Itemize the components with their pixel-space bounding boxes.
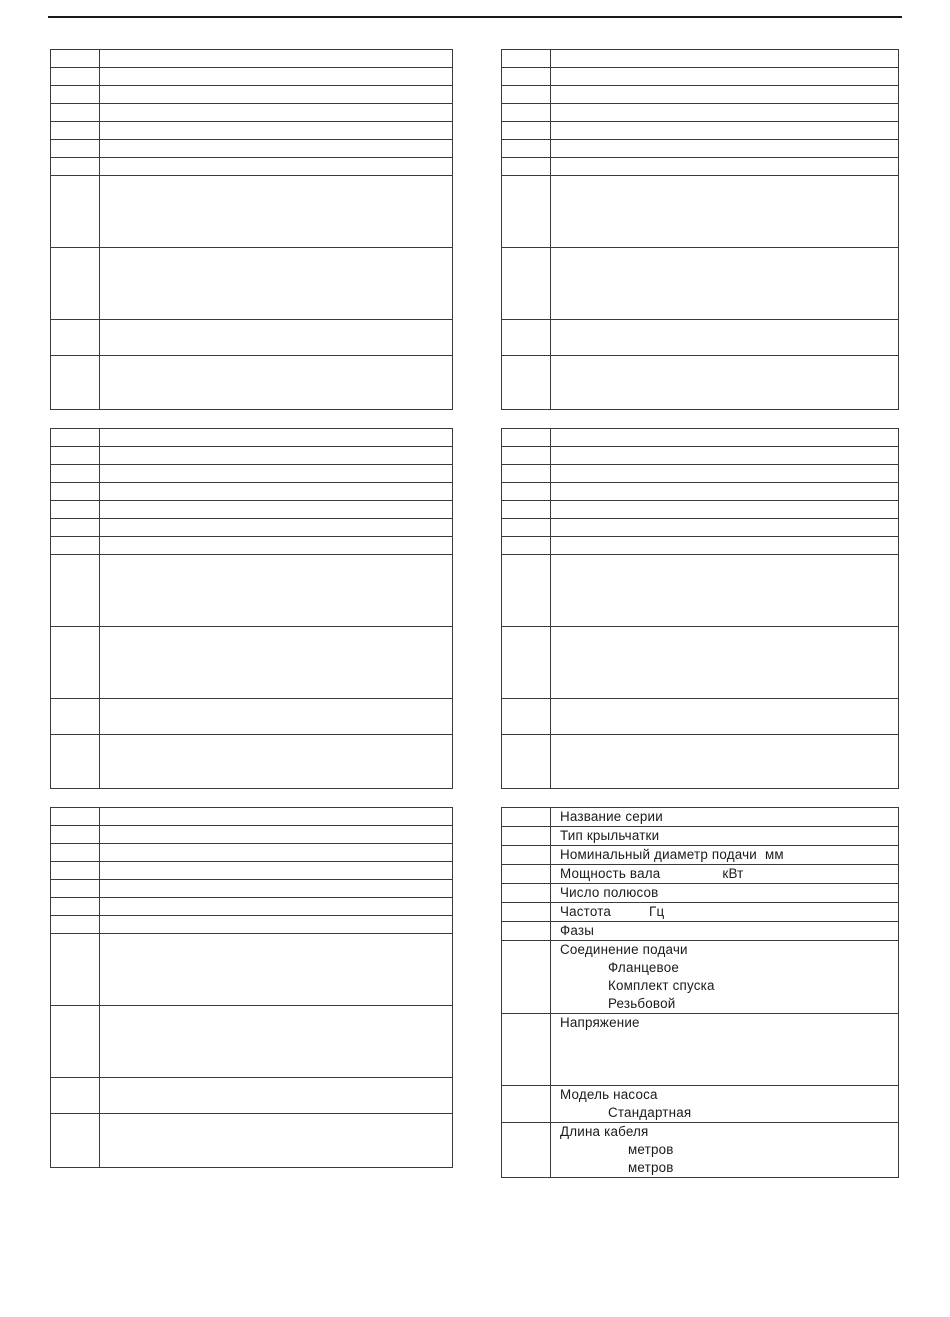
code-cell [51, 68, 100, 86]
code-cell [502, 922, 551, 941]
discharge-diameter-row [551, 846, 899, 865]
shaft-power-label: Мощность вала [560, 866, 661, 881]
desc-cell [100, 158, 453, 176]
voltage-label: Напряжение [551, 1014, 899, 1086]
desc-cell [551, 176, 899, 248]
desc-cell [551, 320, 899, 356]
desc-cell [100, 356, 453, 410]
desc-cell [100, 483, 453, 501]
code-cell [51, 447, 100, 465]
code-cell [502, 86, 551, 104]
desc-cell [100, 627, 453, 699]
code-cell [502, 865, 551, 884]
code-cell [502, 356, 551, 410]
desc-cell [100, 519, 453, 537]
desc-cell [100, 68, 453, 86]
code-table-blank-4 [501, 428, 899, 789]
code-cell [51, 122, 100, 140]
code-cell [502, 1123, 551, 1178]
code-table-blank-1 [50, 49, 453, 410]
code-cell [51, 934, 100, 1006]
code-cell [51, 356, 100, 410]
desc-cell [551, 122, 899, 140]
code-cell [51, 429, 100, 447]
desc-cell [100, 50, 453, 68]
desc-cell [551, 537, 899, 555]
code-cell [502, 158, 551, 176]
code-table-blank-5 [50, 807, 453, 1168]
pump-model-cell [551, 1086, 899, 1123]
code-cell [502, 735, 551, 789]
desc-cell [100, 537, 453, 555]
desc-cell [100, 862, 453, 880]
code-cell [502, 50, 551, 68]
desc-cell [100, 122, 453, 140]
code-cell [502, 248, 551, 320]
desc-cell [551, 483, 899, 501]
unit-kw: кВт [722, 866, 744, 881]
code-cell [502, 519, 551, 537]
desc-cell [551, 519, 899, 537]
desc-cell [100, 86, 453, 104]
desc-cell [551, 158, 899, 176]
code-cell [51, 537, 100, 555]
cable-length-label: Длина кабеля [560, 1124, 649, 1139]
code-cell [51, 465, 100, 483]
discharge-diameter-label: Номинальный диаметр подачи [560, 847, 757, 862]
desc-cell [100, 176, 453, 248]
desc-cell [100, 916, 453, 934]
code-cell [502, 555, 551, 627]
code-cell [51, 808, 100, 826]
code-cell [502, 176, 551, 248]
desc-cell [100, 1114, 453, 1168]
code-cell [51, 916, 100, 934]
code-cell [51, 483, 100, 501]
frequency-row [551, 903, 899, 922]
desc-cell [100, 248, 453, 320]
desc-cell [100, 808, 453, 826]
code-cell [51, 898, 100, 916]
type-key-table [501, 807, 899, 1178]
desc-cell [551, 447, 899, 465]
desc-cell [551, 501, 899, 519]
code-table-blank-3 [50, 428, 453, 789]
code-cell [51, 320, 100, 356]
code-cell [51, 699, 100, 735]
impeller-type-label: Тип крыльчатки [551, 827, 899, 846]
desc-cell [100, 1006, 453, 1078]
code-cell [502, 140, 551, 158]
desc-cell [551, 248, 899, 320]
code-cell [51, 158, 100, 176]
pump-model-label: Модель насоса [560, 1087, 658, 1102]
desc-cell [551, 104, 899, 122]
code-cell [502, 122, 551, 140]
code-cell [51, 555, 100, 627]
code-cell [502, 627, 551, 699]
code-cell [502, 447, 551, 465]
desc-cell [551, 465, 899, 483]
desc-cell [100, 140, 453, 158]
desc-cell [100, 1078, 453, 1114]
unit-meters-1: метров [628, 1142, 674, 1157]
code-cell [502, 941, 551, 1014]
code-cell [502, 537, 551, 555]
desc-cell [551, 555, 899, 627]
code-cell [51, 176, 100, 248]
discharge-connection-cell [551, 941, 899, 1014]
code-cell [51, 844, 100, 862]
code-cell [502, 1086, 551, 1123]
code-cell [502, 699, 551, 735]
frequency-label: Частота [560, 904, 612, 919]
code-cell [502, 1014, 551, 1086]
desc-cell [551, 50, 899, 68]
desc-cell [551, 140, 899, 158]
code-cell [502, 808, 551, 827]
code-cell [502, 483, 551, 501]
code-cell [51, 86, 100, 104]
code-cell [51, 735, 100, 789]
desc-cell [551, 429, 899, 447]
desc-cell [100, 844, 453, 862]
desc-cell [551, 699, 899, 735]
code-cell [502, 104, 551, 122]
conn-threaded-label: Резьбовой [608, 996, 676, 1011]
code-cell [51, 1114, 100, 1168]
code-cell [51, 140, 100, 158]
code-cell [51, 1078, 100, 1114]
desc-cell [100, 898, 453, 916]
desc-cell [551, 735, 899, 789]
code-cell [51, 519, 100, 537]
desc-cell [100, 555, 453, 627]
series-name-label: Название серии [551, 808, 899, 827]
code-cell [502, 429, 551, 447]
code-cell [51, 1006, 100, 1078]
unit-meters-2: метров [628, 1160, 674, 1175]
desc-cell [100, 320, 453, 356]
code-cell [51, 880, 100, 898]
code-cell [51, 501, 100, 519]
desc-cell [100, 447, 453, 465]
code-cell [502, 320, 551, 356]
phases-label: Фазы [551, 922, 899, 941]
desc-cell [100, 465, 453, 483]
desc-cell [100, 880, 453, 898]
cable-length-cell [551, 1123, 899, 1178]
desc-cell [100, 501, 453, 519]
code-cell [51, 826, 100, 844]
conn-guide-rail-label: Комплект спуска [608, 978, 715, 993]
desc-cell [100, 934, 453, 1006]
code-cell [51, 50, 100, 68]
desc-cell [551, 68, 899, 86]
discharge-connection-label: Соединение подачи [560, 942, 688, 957]
code-table-blank-2 [501, 49, 899, 410]
unit-hz: Гц [649, 904, 665, 919]
code-cell [51, 862, 100, 880]
code-cell [502, 827, 551, 846]
unit-mm: мм [764, 847, 784, 862]
desc-cell [551, 86, 899, 104]
desc-cell [100, 104, 453, 122]
code-cell [502, 501, 551, 519]
model-standard-label: Стандартная [608, 1105, 692, 1120]
code-cell [502, 884, 551, 903]
desc-cell [551, 627, 899, 699]
desc-cell [551, 356, 899, 410]
desc-cell [100, 735, 453, 789]
code-cell [502, 846, 551, 865]
code-cell [51, 104, 100, 122]
desc-cell [100, 826, 453, 844]
poles-label: Число полюсов [551, 884, 899, 903]
conn-flanged-label: Фланцевое [608, 960, 680, 975]
code-cell [502, 465, 551, 483]
header-rule [48, 16, 902, 18]
desc-cell [100, 699, 453, 735]
code-cell [51, 248, 100, 320]
code-cell [502, 68, 551, 86]
code-cell [502, 903, 551, 922]
code-cell [51, 627, 100, 699]
desc-cell [100, 429, 453, 447]
shaft-power-row [551, 865, 899, 884]
